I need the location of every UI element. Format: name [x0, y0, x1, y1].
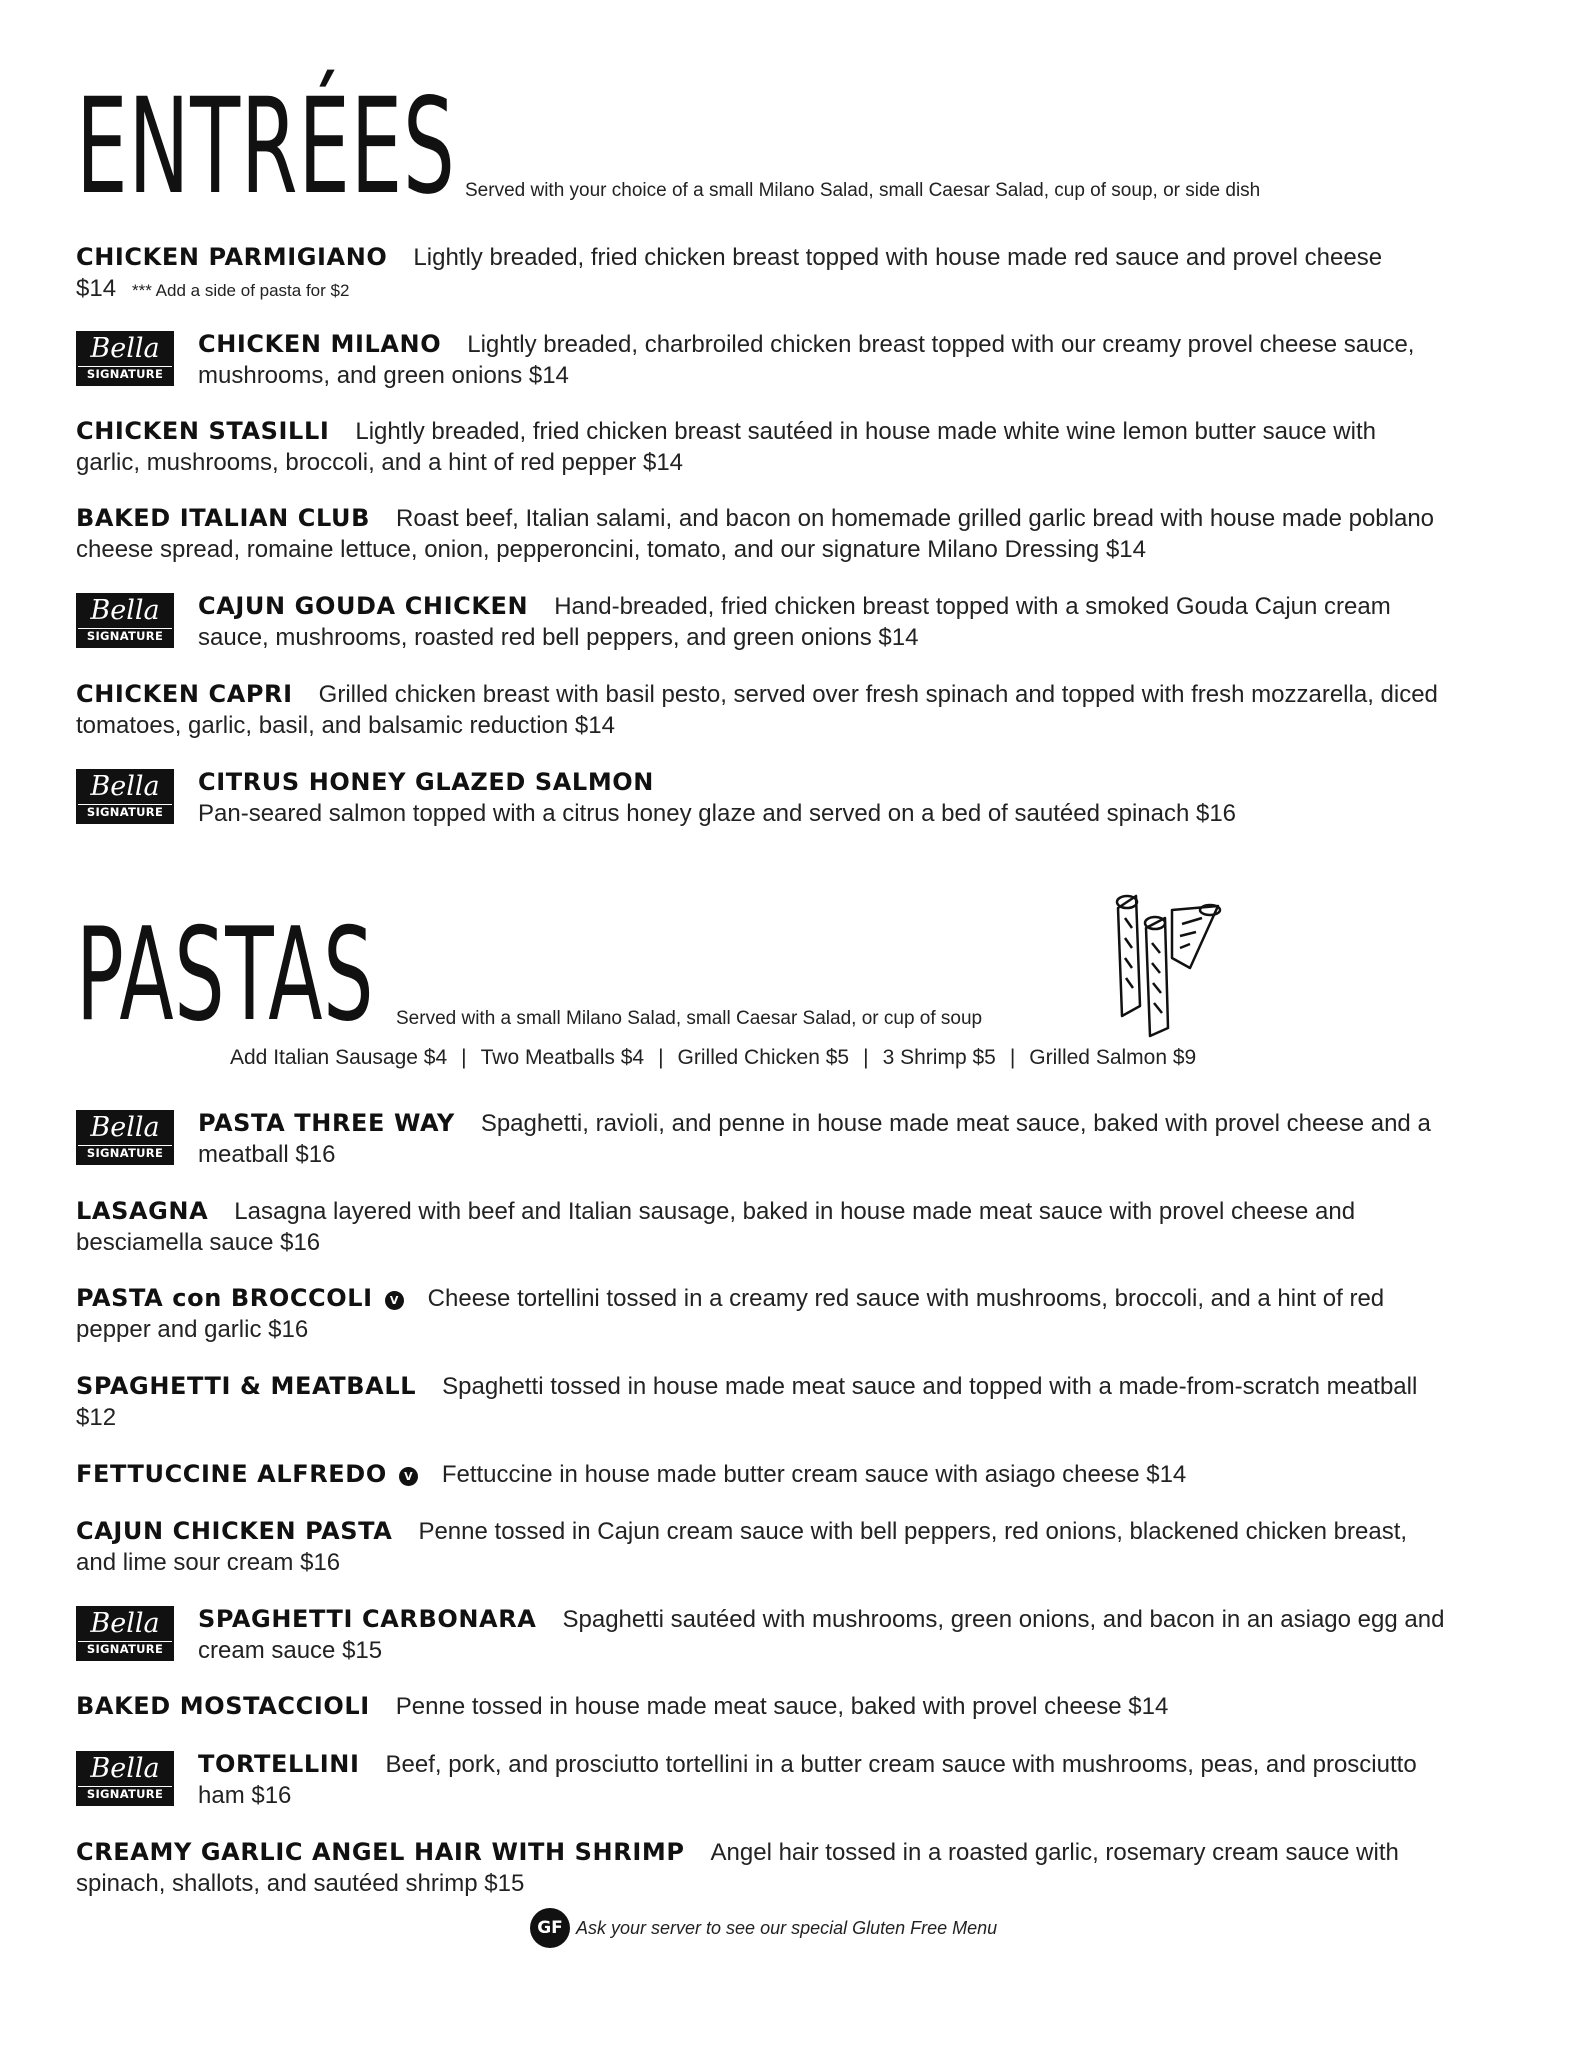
item-description: Lightly breaded, fried chicken breast topped with house made red sauce and provel cheese	[413, 244, 1383, 271]
badge-script: Bella	[90, 595, 160, 626]
gluten-free-icon: GF	[530, 1908, 570, 1948]
item-name: CREAMY GARLIC ANGEL HAIR WITH SHRIMP	[76, 1838, 685, 1866]
item-description: Hand-breaded, fried chicken breast topped with a smoked Gouda Cajun cream sauce, mushrooms, roasted red bell peppers, and green onions	[198, 593, 1391, 651]
item-description: Cheese tortellini tossed in a creamy red sauce with mushrooms, broccoli, and a hint of red pepper and garlic	[76, 1285, 1385, 1343]
menu-item-signature	[76, 1604, 1446, 1666]
item-name: SPAGHETTI & MEATBALL	[76, 1372, 417, 1400]
badge-script: Bella	[90, 771, 160, 802]
badge-caps: SIGNATURE	[78, 1786, 172, 1801]
item-price: $14	[574, 712, 615, 739]
badge-script: Bella	[90, 1112, 160, 1143]
item-name: LASAGNA	[76, 1197, 209, 1225]
separator: |	[863, 1046, 869, 1069]
badge-script: Bella	[90, 1753, 160, 1784]
menu-item	[76, 503, 1446, 565]
item-name: CHICKEN STASILLI	[76, 417, 330, 445]
item-price: $16	[251, 1782, 292, 1809]
item-price: $16	[268, 1316, 309, 1343]
menu-item	[76, 1196, 1446, 1258]
item-price: $14	[642, 449, 684, 476]
entrees-title: ENTRÉES	[76, 70, 456, 224]
badge-script: Bella	[90, 1608, 160, 1639]
footer-text: Ask your server to see our special Gluten Free Menu	[576, 1917, 998, 1938]
item-name: BAKED ITALIAN CLUB	[76, 504, 371, 532]
item-name: PASTA con BROCCOLI	[76, 1284, 373, 1312]
item-description: Spaghetti sautéed with mushrooms, green onions, and bacon in an asiago egg and cream sauce	[198, 1606, 1445, 1664]
item-description: Lightly breaded, fried chicken breast sautéed in house made white wine lemon butter sauce with garlic, mushrooms, broccoli, and a hint of red pepper	[76, 418, 1376, 476]
badge-caps: SIGNATURE	[78, 1145, 172, 1160]
menu-item	[76, 242, 1446, 306]
item-name: CHICKEN PARMIGIANO	[76, 243, 388, 271]
menu-item	[76, 1283, 1446, 1345]
separator: |	[658, 1046, 664, 1069]
item-description: Grilled chicken breast with basil pesto, served over fresh spinach and topped with fresh mozzarella, diced tomatoes, garlic, basil, and balsamic reduction	[76, 681, 1438, 739]
item-description: Penne tossed in Cajun cream sauce with bell peppers, red onions, blackened chicken breast, and lime sour cream	[76, 1518, 1408, 1576]
menu-item	[76, 416, 1446, 478]
item-description: Beef, pork, and prosciutto tortellini in a butter cream sauce with mushrooms, peas, and prosciutto ham	[198, 1751, 1417, 1809]
pastas-subtitle: Served with a small Milano Salad, small Caesar Salad, or cup of soup	[396, 1008, 983, 1029]
separator: |	[461, 1046, 467, 1069]
addon-item: 3 Shrimp $5	[882, 1046, 996, 1069]
badge-caps: SIGNATURE	[78, 1641, 172, 1656]
item-description: Pan-seared salmon topped with a citrus honey glaze and served on a bed of sautéed spinach	[198, 800, 1190, 827]
menu-item	[76, 679, 1446, 741]
item-name: BAKED MOSTACCIOLI	[76, 1692, 370, 1720]
item-price: $14	[1146, 1461, 1187, 1488]
bella-signature-badge	[76, 1606, 174, 1661]
pasta-addons	[230, 1046, 1196, 1070]
vegetarian-icon: V	[399, 1467, 418, 1486]
vegetarian-icon: V	[385, 1291, 404, 1310]
item-description: Fettuccine in house made butter cream sauce with asiago cheese	[441, 1461, 1140, 1488]
item-name: TORTELLINI	[198, 1750, 360, 1778]
bella-signature-badge	[76, 331, 174, 386]
item-name: CAJUN GOUDA CHICKEN	[198, 592, 529, 620]
addon-item: Add Italian Sausage $4	[230, 1046, 448, 1069]
item-description: Penne tossed in house made meat sauce, baked with provel cheese	[395, 1693, 1122, 1720]
item-name: PASTA THREE WAY	[198, 1109, 455, 1137]
bella-signature-badge	[76, 1110, 174, 1165]
badge-script: Bella	[90, 333, 160, 364]
item-name: CAJUN CHICKEN PASTA	[76, 1517, 393, 1545]
item-price: $14	[878, 624, 919, 651]
item-name: FETTUCCINE ALFREDO	[76, 1460, 387, 1488]
bella-signature-badge	[76, 769, 174, 824]
menu-item	[76, 1691, 1446, 1722]
menu-item-signature	[76, 329, 1446, 391]
menu-item	[76, 1516, 1446, 1578]
item-price: $16	[280, 1229, 321, 1256]
badge-caps: SIGNATURE	[78, 804, 172, 819]
badge-caps: SIGNATURE	[78, 628, 172, 643]
item-name: CITRUS HONEY GLAZED SALMON	[198, 768, 654, 796]
item-price: $16	[295, 1141, 336, 1168]
item-price: $15	[342, 1637, 383, 1664]
menu-item	[76, 1371, 1446, 1433]
item-name: SPAGHETTI CARBONARA	[198, 1605, 537, 1633]
pastas-title: PASTAS	[76, 901, 375, 1050]
addon-item: Grilled Chicken $5	[677, 1046, 850, 1069]
bella-signature-badge	[76, 1751, 174, 1806]
penne-pasta-icon	[1110, 888, 1230, 1038]
item-description: Spaghetti, ravioli, and penne in house made meat sauce, baked with provel cheese and a meatball	[198, 1110, 1431, 1168]
item-note: *** Add a side of pasta for $2	[132, 281, 350, 300]
item-price: $16	[300, 1549, 341, 1576]
addon-item: Two Meatballs $4	[480, 1046, 645, 1069]
item-name: CHICKEN MILANO	[198, 330, 442, 358]
item-description: Spaghetti tossed in house made meat sauce and topped with a made-from-scratch meatball	[442, 1373, 1418, 1400]
addon-item: Grilled Salmon $9	[1029, 1046, 1197, 1069]
item-price: $16	[1195, 800, 1237, 827]
item-description: Roast beef, Italian salami, and bacon on homemade grilled garlic bread with house made poblano cheese spread, romaine lettuce, onion, pepperoncini, tomato, and our signature Milano Dressing	[76, 505, 1435, 563]
gluten-free-note	[530, 1908, 997, 1948]
item-price: $12	[76, 1404, 117, 1431]
menu-item-signature	[76, 591, 1446, 653]
badge-caps: SIGNATURE	[78, 366, 172, 381]
menu-item	[76, 1837, 1446, 1899]
item-price: $14	[76, 275, 117, 302]
menu-item-signature	[76, 767, 1446, 829]
item-description: Angel hair tossed in a roasted garlic, rosemary cream sauce with spinach, shallots, and sautéed shrimp	[76, 1839, 1399, 1897]
item-price: $14	[1105, 536, 1146, 563]
entrees-subtitle: Served with your choice of a small Milano Salad, small Caesar Salad, cup of soup, or side dish	[465, 180, 1261, 201]
separator: |	[1009, 1046, 1016, 1069]
bella-signature-badge	[76, 593, 174, 648]
item-name: CHICKEN CAPRI	[76, 680, 293, 708]
item-price: $15	[484, 1870, 525, 1897]
menu-item-signature	[76, 1108, 1446, 1170]
item-price: $14	[1128, 1693, 1169, 1720]
item-description: Lasagna layered with beef and Italian sausage, baked in house made meat sauce with provel cheese and besciamella sauce	[76, 1198, 1356, 1256]
item-price: $14	[528, 362, 569, 389]
menu-item	[76, 1459, 1446, 1490]
menu-item-signature	[76, 1749, 1446, 1811]
item-description: Lightly breaded, charbroiled chicken breast topped with our creamy provel cheese sauce, mushrooms, and green onions	[198, 331, 1415, 389]
